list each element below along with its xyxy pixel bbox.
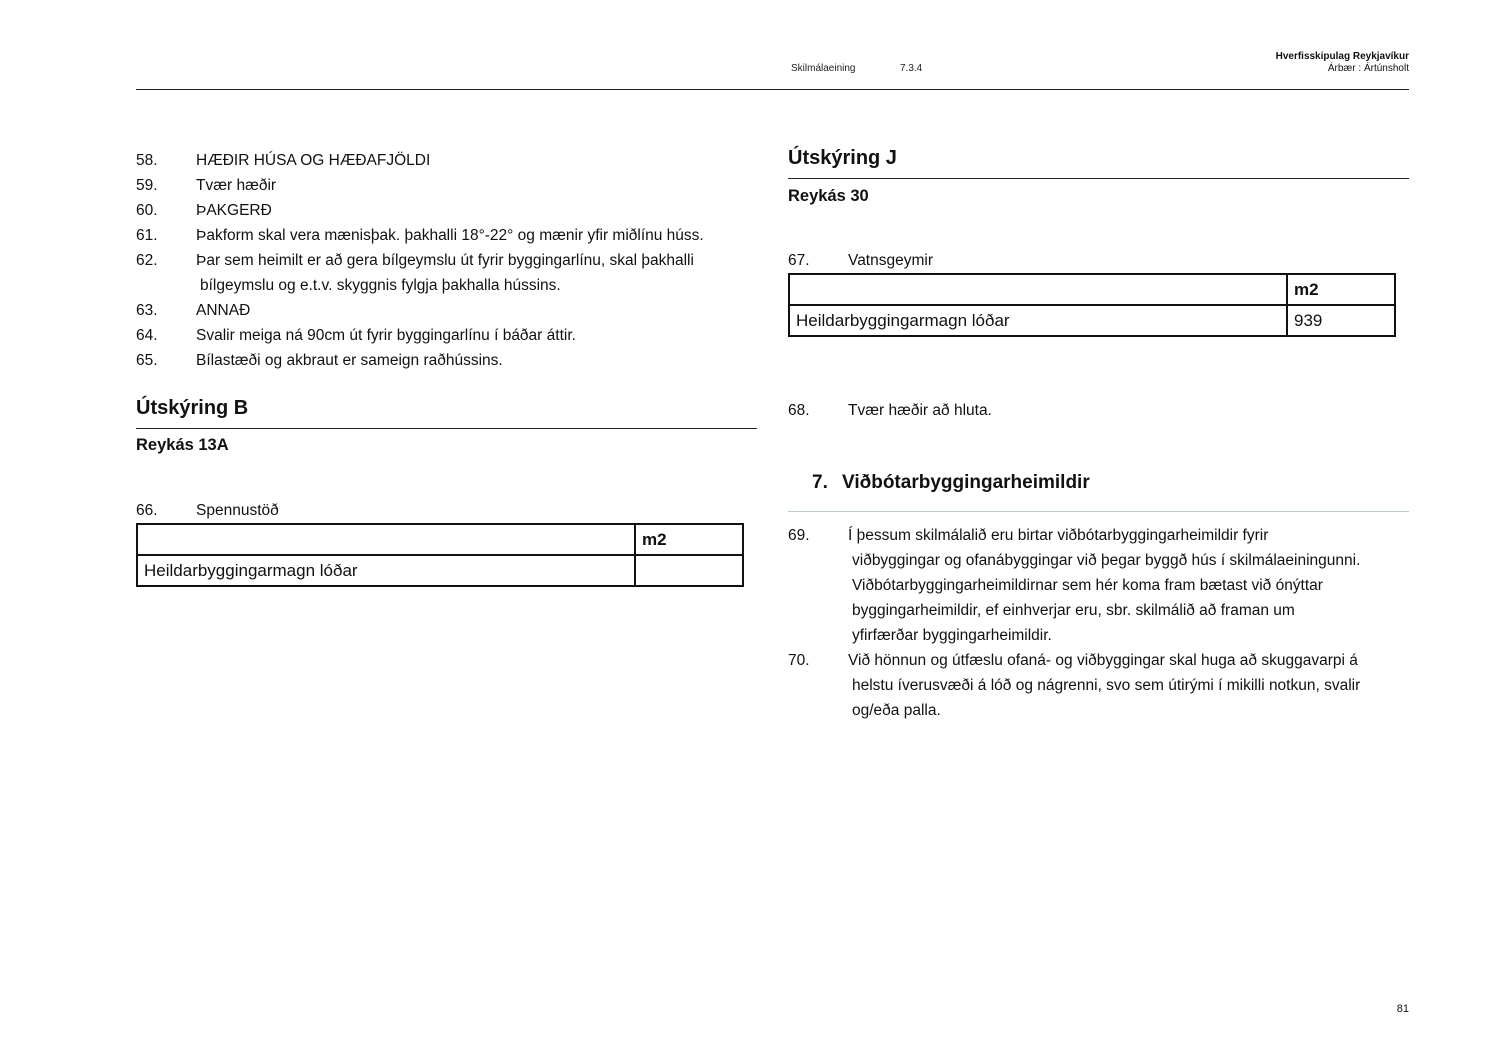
paragraph-text: Í þessum skilmálalið eru birtar viðbótarbyggingarheimildir fyrir viðbyggingar og ofanábyggingar við þegar byggð hús í skilmálaeiningunni. Viðbótarbyggingarheimildirnar sem hér koma fram bætast við ónýttar byggingarheimildir, ef einhverjar eru, sbr. skilmálið að framan um yfirfærðar byggingarheimildir. (848, 527, 1361, 644)
right-subheading: Reykás 30 (788, 187, 869, 205)
header-section-label: Skilmálaeining (791, 63, 856, 74)
right-heading: Útskýring J (788, 147, 897, 169)
section-title: Viðbótarbyggingarheimildir (842, 472, 1090, 493)
table-row-value: 939 (1287, 305, 1395, 336)
left-table (136, 523, 744, 587)
left-subheading: Reykás 13A (136, 436, 229, 454)
page-number: 81 (1396, 1003, 1409, 1015)
paragraph-text: Við hönnun og útfæslu ofaná- og viðbyggingar skal huga að skuggavarpi á helstu íverusvæði á lóð og nágrenni, svo sem útirými í mikilli notkun, svalir og/eða palla. (848, 652, 1361, 719)
header-doc-title: Hverfisskipulag Reykjavíkur (1275, 51, 1409, 62)
table-cell (789, 274, 1287, 305)
right-heading-rule (788, 178, 1409, 179)
section-rule (788, 511, 1409, 512)
table-row-label: Heildarbyggingarmagn lóðar (789, 305, 1287, 336)
table-col-header: m2 (635, 524, 743, 555)
section-number: 7. (812, 472, 828, 493)
table-row-value (635, 555, 743, 586)
header-rule (136, 89, 1409, 90)
left-heading-rule (136, 428, 757, 429)
left-heading: Útskýring B (136, 397, 249, 419)
table-col-header: m2 (1287, 274, 1395, 305)
table-row-label: Heildarbyggingarmagn lóðar (137, 555, 635, 586)
header-section-number: 7.3.4 (900, 63, 923, 74)
table-cell (137, 524, 635, 555)
header-doc-subtitle: Árbær : Ártúnsholt (1327, 63, 1409, 74)
right-table (788, 273, 1396, 337)
